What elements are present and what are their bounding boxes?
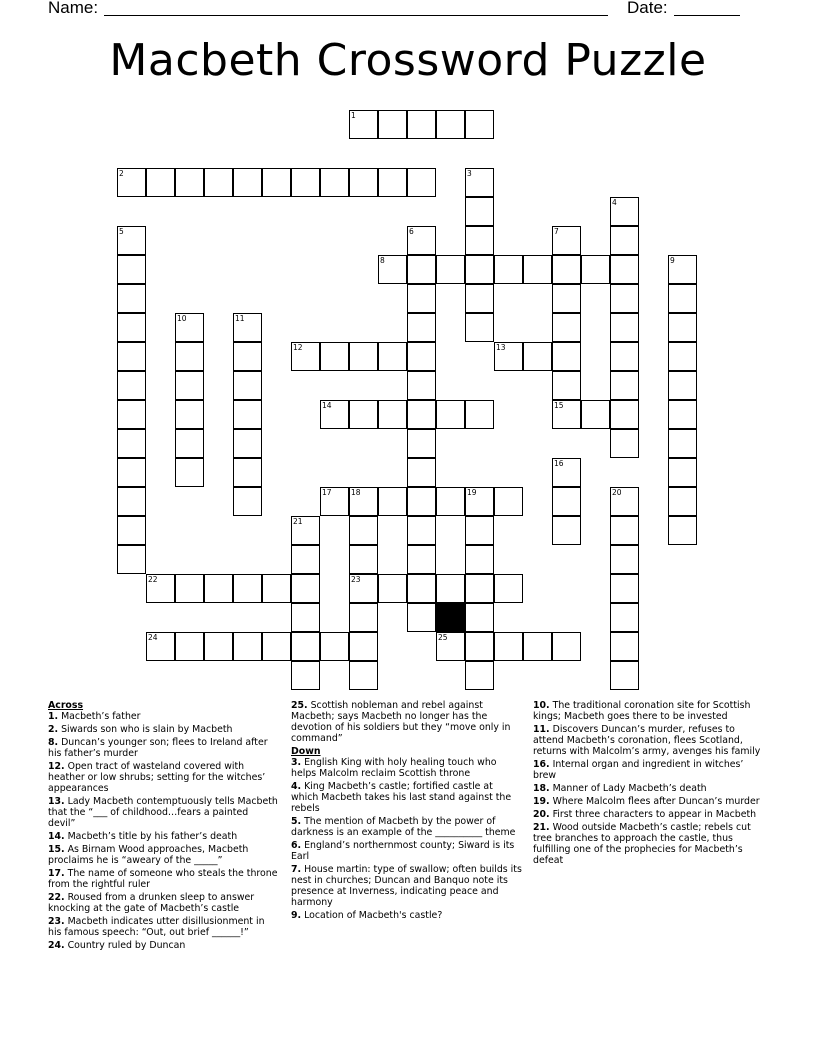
grid-cell[interactable] [233,400,262,429]
page-title: Macbeth Crossword Puzzle [109,35,707,86]
grid-cell[interactable] [349,516,378,545]
grid-cell[interactable] [146,574,175,603]
grid-cell[interactable] [668,284,697,313]
grid-cell[interactable] [117,429,146,458]
cell-number: 24 [148,633,158,642]
grid-cell[interactable] [233,458,262,487]
clue-number: 4. [291,781,302,792]
cell-number: 21 [293,517,303,526]
cell-number: 12 [293,343,303,352]
clue-number: 15. [48,844,65,855]
grid-cell[interactable] [610,371,639,400]
grid-cell[interactable] [494,632,523,661]
clue-text: Country ruled by Duncan [67,940,186,951]
grid-cell[interactable] [320,487,349,516]
grid-cell[interactable] [610,661,639,690]
grid-cell[interactable] [407,458,436,487]
grid-cell[interactable] [610,255,639,284]
grid-cell[interactable] [349,574,378,603]
clue-item [533,809,765,820]
cell-number: 5 [119,227,124,236]
clue-text: The mention of Macbeth by the power of darkness is an example of the __________ theme [291,816,516,838]
grid-cell[interactable] [610,284,639,313]
clue-column-3 [533,700,765,868]
clue-item [48,916,278,938]
grid-cell[interactable] [117,284,146,313]
grid-cell[interactable] [465,487,494,516]
grid-cell[interactable] [494,342,523,371]
grid-cell[interactable] [291,168,320,197]
grid-cell[interactable] [668,371,697,400]
cell-number: 13 [496,343,506,352]
grid-cell[interactable] [349,168,378,197]
grid-cell[interactable] [552,255,581,284]
grid-cell[interactable] [233,371,262,400]
grid-cell[interactable] [378,110,407,139]
clue-item [48,761,278,794]
grid-cell[interactable] [175,342,204,371]
grid-cell[interactable] [465,197,494,226]
clue-item [48,844,278,866]
grid-cell[interactable] [465,400,494,429]
cell-number: 22 [148,575,158,584]
grid-cell[interactable] [523,342,552,371]
cell-number: 1 [351,111,356,120]
clue-item [533,822,765,866]
grid-cell[interactable] [668,342,697,371]
cell-number: 20 [612,488,622,497]
grid-cell[interactable] [378,400,407,429]
grid-cell[interactable] [668,487,697,516]
grid-cell[interactable] [349,487,378,516]
clue-item [291,840,523,862]
clue-item [48,940,278,951]
grid-cell[interactable] [407,545,436,574]
grid-cell[interactable] [610,313,639,342]
grid-cell[interactable] [407,603,436,632]
grid-cell[interactable] [668,255,697,284]
grid-cell[interactable] [117,226,146,255]
clue-text: Macbeth’s title by his father’s death [67,831,238,842]
grid-cell[interactable] [407,342,436,371]
grid-cell[interactable] [494,255,523,284]
clue-number: 8. [48,737,59,748]
grid-cell[interactable] [465,226,494,255]
clue-number: 17. [48,868,65,879]
grid-cell[interactable] [204,168,233,197]
clue-number: 12. [48,761,65,772]
clue-text: Macbeth indicates utter disillusionment in his famous speech: “Out, out brief ______!” [48,916,265,938]
cell-number: 11 [235,314,245,323]
grid-cell[interactable] [610,574,639,603]
clue-item [533,783,765,794]
clue-number: 25. [291,700,308,711]
grid-cell[interactable] [233,342,262,371]
clue-item [533,796,765,807]
grid-cell[interactable] [291,574,320,603]
clue-column-2 [291,700,523,923]
cell-number: 23 [351,575,361,584]
clue-number: 3. [291,757,302,768]
grid-cell[interactable] [349,545,378,574]
cell-number: 25 [438,633,448,642]
cell-number: 17 [322,488,332,497]
clue-text: Duncan’s younger son; flees to Ireland after his father’s murder [48,737,268,759]
grid-cell[interactable] [407,487,436,516]
grid-cell[interactable] [291,632,320,661]
clue-text: King Macbeth’s castle; fortified castle at which Macbeth takes his last stand against the rebels [291,781,512,814]
clue-text: England’s northernmost county; Siward is its Earl [291,840,515,862]
clue-text: English King with holy healing touch who helps Malcolm reclaim Scottish throne [291,757,497,779]
across-heading: Across [48,700,84,711]
grid-cell[interactable] [581,400,610,429]
grid-cell[interactable] [407,371,436,400]
grid-cell[interactable] [175,168,204,197]
clue-number: 24. [48,940,65,951]
clue-item [533,724,765,757]
grid-cell[interactable] [552,226,581,255]
clue-number: 7. [291,864,302,875]
grid-cell[interactable] [204,574,233,603]
grid-cell[interactable] [262,574,291,603]
clue-item [48,892,278,914]
grid-cell[interactable] [117,255,146,284]
grid-cell[interactable] [349,400,378,429]
cell-number: 19 [467,488,477,497]
clue-number: 19. [533,796,550,807]
grid-cell[interactable] [436,110,465,139]
grid-cell[interactable] [291,545,320,574]
clue-number: 14. [48,831,65,842]
cell-number: 3 [467,169,472,178]
cell-number: 9 [670,256,675,265]
clue-number: 10. [533,700,550,711]
cell-number: 10 [177,314,187,323]
grid-cell[interactable] [668,313,697,342]
grid-cell[interactable] [349,603,378,632]
grid-cell[interactable] [552,342,581,371]
clue-item [48,724,278,735]
grid-cell[interactable] [291,516,320,545]
cell-number: 18 [351,488,361,497]
grid-cell[interactable] [320,168,349,197]
clue-item [533,700,765,722]
clue-number: 20. [533,809,550,820]
grid-cell[interactable] [146,632,175,661]
grid-cell[interactable] [204,632,233,661]
clue-item [291,700,523,744]
grid-cell[interactable] [610,603,639,632]
clue-text: Wood outside Macbeth’s castle; rebels cut tree branches to approach the castle, thus fulfilling one of the prophecies for Macbeth’s defeat [533,822,751,866]
grid-cell[interactable] [436,632,465,661]
grid-cell[interactable] [378,574,407,603]
date-label: Date: [627,0,668,17]
grid-cell[interactable] [117,342,146,371]
cell-number: 2 [119,169,124,178]
clue-text: Lady Macbeth contemptuously tells Macbeth that the “___ of childhood…fears a painted devil” [48,796,278,829]
clue-text: Discovers Duncan’s murder, refuses to attend Macbeth’s coronation, flees Scotland, returns with Malcolm’s army, avenges his family [533,724,761,757]
clue-number: 9. [291,910,302,921]
grid-cell[interactable] [117,545,146,574]
grid-cell[interactable] [320,400,349,429]
clue-text: Siwards son who is slain by Macbeth [61,724,233,735]
grid-cell[interactable] [523,632,552,661]
grid-cell[interactable] [378,342,407,371]
grid-cell[interactable] [117,313,146,342]
clue-number: 23. [48,916,65,927]
clue-text: Manner of Lady Macbeth’s death [552,783,707,794]
grid-cell[interactable] [668,429,697,458]
grid-cell[interactable] [552,487,581,516]
clue-text: Roused from a drunken sleep to answer knocking at the gate of Macbeth’s castle [48,892,255,914]
clue-text: Location of Macbeth's castle? [304,910,443,921]
down-heading: Down [291,746,321,757]
grid-cell[interactable] [494,487,523,516]
clue-item [533,759,765,781]
grid-cell[interactable] [175,458,204,487]
grid-cell[interactable] [175,313,204,342]
grid-cell[interactable] [610,429,639,458]
grid-cell[interactable] [610,197,639,226]
grid-cell[interactable] [349,632,378,661]
grid-cell[interactable] [552,400,581,429]
clue-text: Open tract of wasteland covered with heather or low shrubs; setting for the witches’ appearances [48,761,266,794]
cell-number: 7 [554,227,559,236]
cell-number: 16 [554,459,564,468]
cell-number: 6 [409,227,414,236]
grid-cell[interactable] [233,574,262,603]
grid-cell[interactable] [494,574,523,603]
grid-cell[interactable] [378,168,407,197]
clue-text: Internal organ and ingredient in witches’ brew [533,759,744,781]
clue-text: As Birnam Wood approaches, Macbeth proclaims he is “aweary of the _____” [48,844,249,866]
clue-number: 11. [533,724,550,735]
cell-number: 14 [322,401,332,410]
grid-cell[interactable] [465,632,494,661]
grid-cell[interactable] [523,255,552,284]
grid-cell[interactable] [407,429,436,458]
grid-cell[interactable] [668,458,697,487]
grid-cell[interactable] [378,487,407,516]
clue-number: 5. [291,816,302,827]
grid-cell[interactable] [407,516,436,545]
grid-cell[interactable] [291,342,320,371]
grid-cell[interactable] [233,313,262,342]
grid-cell[interactable] [407,313,436,342]
clue-item [291,910,523,921]
grid-cell[interactable] [465,313,494,342]
grid-cell[interactable] [175,429,204,458]
grid-cell[interactable] [175,574,204,603]
grid-cell[interactable] [436,400,465,429]
clue-text: First three characters to appear in Macbeth [552,809,757,820]
grid-cell[interactable] [610,632,639,661]
grid-cell[interactable] [465,545,494,574]
clue-item [291,781,523,814]
cell-number: 4 [612,198,617,207]
clue-number: 16. [533,759,550,770]
clue-number: 1. [48,711,59,722]
grid-cell[interactable] [117,458,146,487]
grid-cell[interactable] [610,487,639,516]
grid-cell[interactable] [465,110,494,139]
grid-cell[interactable] [581,255,610,284]
clue-number: 18. [533,783,550,794]
grid-cell[interactable] [146,168,175,197]
grid-cell[interactable] [407,110,436,139]
clue-number: 21. [533,822,550,833]
grid-cell[interactable] [552,516,581,545]
clue-number: 13. [48,796,65,807]
clue-item [48,737,278,759]
grid-cell[interactable] [233,632,262,661]
grid-cell[interactable] [552,284,581,313]
grid-cell[interactable] [465,516,494,545]
cell-number: 8 [380,256,385,265]
grid-cell[interactable] [117,516,146,545]
grid-cell[interactable] [175,632,204,661]
clue-column-1 [48,700,278,953]
clue-text: Where Malcolm flees after Duncan’s murder [552,796,760,807]
grid-cell[interactable] [233,168,262,197]
clue-item [291,816,523,838]
grid-cell[interactable] [233,487,262,516]
grid-cell[interactable] [465,574,494,603]
grid-cell[interactable] [320,342,349,371]
grid-cell[interactable] [465,168,494,197]
grid-cell[interactable] [465,284,494,313]
clue-item [48,711,278,722]
grid-cell[interactable] [233,429,262,458]
grid-cell[interactable] [465,255,494,284]
clue-item [48,796,278,829]
grid-cell[interactable] [407,284,436,313]
grid-cell[interactable] [117,400,146,429]
grid-cell[interactable] [291,661,320,690]
grid-cell[interactable] [407,400,436,429]
grid-cell[interactable] [291,603,320,632]
grid-cell[interactable] [465,603,494,632]
clue-text: Scottish nobleman and rebel against Macbeth; says Macbeth no longer has the devotion of his soldiers but they “move only in command” [291,700,511,744]
grid-cell[interactable] [262,168,291,197]
clue-item [48,868,278,890]
grid-cell[interactable] [436,574,465,603]
grid-cell[interactable] [552,371,581,400]
grid-cell[interactable] [117,168,146,197]
grid-cell[interactable] [610,342,639,371]
grid-cell[interactable] [407,574,436,603]
grid-cell[interactable] [436,255,465,284]
grid-cell[interactable] [262,632,291,661]
grid-cell[interactable] [610,226,639,255]
clue-item [291,864,523,908]
clue-text: The name of someone who steals the throne from the rightful ruler [48,868,278,890]
clue-number: 6. [291,840,302,851]
grid-cell[interactable] [117,487,146,516]
grid-cell[interactable] [117,371,146,400]
black-cell [436,603,465,632]
clue-number: 22. [48,892,65,903]
grid-cell[interactable] [436,487,465,516]
clue-text: Macbeth’s father [61,711,141,722]
grid-cell[interactable] [407,226,436,255]
grid-cell[interactable] [378,255,407,284]
grid-cell[interactable] [465,661,494,690]
grid-cell[interactable] [175,371,204,400]
grid-cell[interactable] [349,342,378,371]
grid-cell[interactable] [407,168,436,197]
grid-cell[interactable] [668,516,697,545]
clue-item [48,831,278,842]
clue-item [291,757,523,779]
grid-cell[interactable] [610,400,639,429]
grid-cell[interactable] [349,661,378,690]
grid-cell[interactable] [552,632,581,661]
clue-text: House martin: type of swallow; often builds its nest in churches; Duncan and Banquo note its presence at Inverness, indicating peace and harmony [291,864,522,908]
grid-cell[interactable] [552,458,581,487]
grid-cell[interactable] [407,255,436,284]
grid-cell[interactable] [320,632,349,661]
name-label: Name: [48,0,99,17]
grid-cell[interactable] [668,400,697,429]
grid-cell[interactable] [175,400,204,429]
grid-cell[interactable] [610,545,639,574]
grid-cell[interactable] [610,516,639,545]
cell-number: 15 [554,401,564,410]
clue-number: 2. [48,724,59,735]
clue-text: The traditional coronation site for Scottish kings; Macbeth goes there to be invested [533,700,751,722]
grid-cell[interactable] [552,313,581,342]
grid-cell[interactable] [349,110,378,139]
